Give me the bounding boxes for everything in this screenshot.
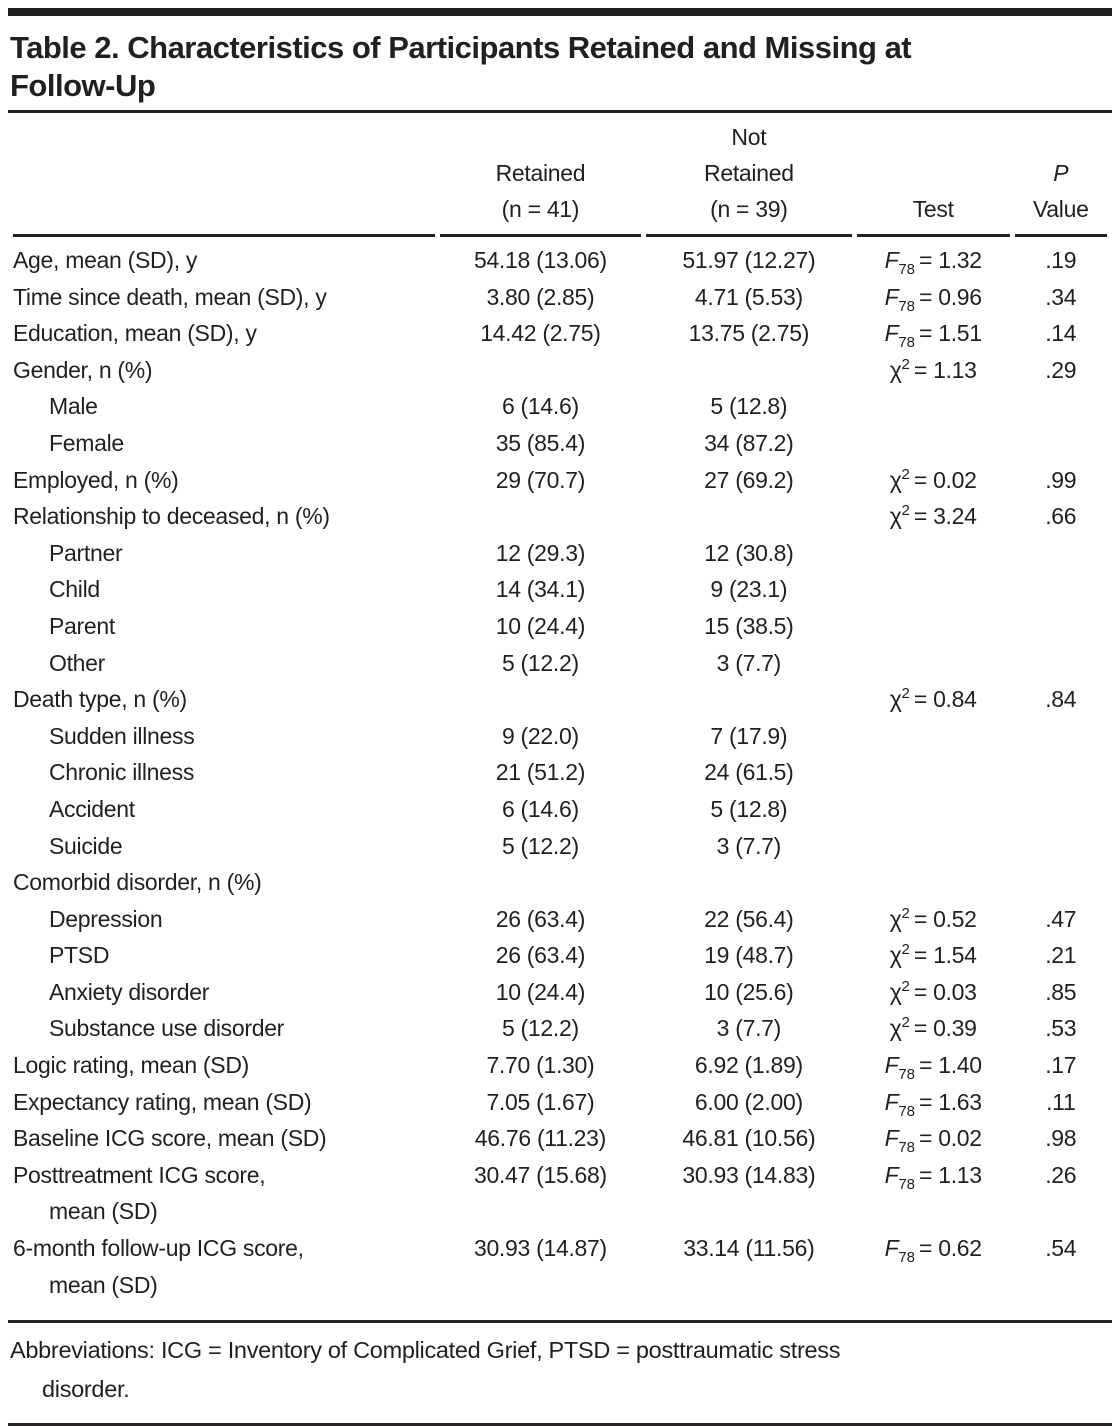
cell-p-value: .34 xyxy=(1045,283,1077,310)
cell-retained: 26 (63.4) xyxy=(495,942,586,969)
table-row xyxy=(13,315,1107,352)
stat-value: = 1.13 xyxy=(919,1161,982,1188)
cell-retained: 35 (85.4) xyxy=(495,429,586,456)
cell-test xyxy=(857,901,1010,938)
cell-p-value: .47 xyxy=(1045,905,1077,932)
stat-symbol: χ xyxy=(889,466,902,493)
stat-symbol: χ xyxy=(889,1015,902,1042)
stat-value: = 1.54 xyxy=(913,942,977,969)
cell-not-retained: 5 (12.8) xyxy=(710,795,788,822)
table-row xyxy=(13,974,1107,1011)
cell-not-retained: 24 (61.5) xyxy=(704,759,794,786)
table-row xyxy=(13,901,1107,938)
table-row xyxy=(13,237,1107,279)
stat-superscript: 2 xyxy=(901,502,910,520)
stat-superscript: 2 xyxy=(901,941,910,959)
cell-p-value xyxy=(1015,791,1107,828)
stat-symbol: χ xyxy=(889,942,902,969)
stat-symbol: χ xyxy=(889,686,902,713)
stat-subscript: 78 xyxy=(898,297,915,315)
cell-not-retained xyxy=(646,864,852,901)
cell-not-retained: 4.71 (5.53) xyxy=(694,283,803,310)
stat-subscript: 78 xyxy=(898,1139,915,1157)
row-label: Female xyxy=(49,429,124,456)
table-row xyxy=(13,937,1107,974)
table-title-line-1: Table 2. Characteristics of Participants Retained and Missing at xyxy=(10,30,912,65)
cell-p-value: .26 xyxy=(1045,1161,1077,1188)
table-row xyxy=(13,608,1107,645)
cell-test xyxy=(857,462,1010,499)
row-label: Expectancy rating, mean (SD) xyxy=(13,1088,312,1115)
stat-subscript: 78 xyxy=(898,1175,915,1193)
cell-retained: 7.05 (1.67) xyxy=(486,1088,595,1115)
stat-value: = 1.40 xyxy=(919,1052,982,1079)
abbreviations-footnote xyxy=(8,1323,1112,1419)
cell-p-value: .17 xyxy=(1045,1052,1077,1079)
cell-p-value: .21 xyxy=(1045,942,1077,969)
cell-test xyxy=(857,937,1010,974)
header-retained-line-1: Retained xyxy=(495,160,586,186)
row-label: Age, mean (SD), y xyxy=(13,247,198,273)
table-header xyxy=(13,113,1107,237)
stat-superscript: 2 xyxy=(901,904,910,922)
cell-test xyxy=(857,498,1010,535)
table-row xyxy=(13,535,1107,572)
cell-p-value xyxy=(1015,645,1107,682)
row-label: PTSD xyxy=(49,942,110,969)
cell-not-retained: 46.81 (10.56) xyxy=(682,1125,816,1152)
stat-subscript: 78 xyxy=(898,261,915,278)
table-row xyxy=(13,1010,1107,1047)
header-not-retained-line-3: (n = 39) xyxy=(710,196,788,222)
table-row xyxy=(13,791,1107,828)
stat-symbol: χ xyxy=(889,356,902,383)
header-test-column: Test xyxy=(857,113,1010,237)
cell-test xyxy=(857,608,1010,645)
cell-not-retained: 6.00 (2.00) xyxy=(694,1088,803,1115)
cell-test xyxy=(857,388,1010,425)
stat-symbol: χ xyxy=(889,905,902,932)
stat-superscript: 2 xyxy=(901,465,910,483)
cell-retained: 5 (12.2) xyxy=(501,1015,579,1042)
cell-test xyxy=(857,352,1010,389)
cell-test xyxy=(857,535,1010,572)
stat-superscript: 2 xyxy=(901,977,910,995)
stat-value: = 0.02 xyxy=(919,1125,982,1152)
table-body xyxy=(13,237,1107,1303)
table-row xyxy=(13,352,1107,389)
cell-test xyxy=(857,425,1010,462)
cell-p-value: .98 xyxy=(1045,1125,1077,1152)
row-label: Male xyxy=(49,393,98,420)
cell-p-value xyxy=(1015,425,1107,462)
stat-symbol: χ xyxy=(889,978,902,1005)
cell-retained: 7.70 (1.30) xyxy=(486,1052,595,1079)
row-label: Anxiety disorder xyxy=(49,978,210,1005)
row-label: Parent xyxy=(49,612,115,639)
table-row xyxy=(13,718,1107,755)
stat-symbol: F xyxy=(884,1125,899,1152)
cell-not-retained: 22 (56.4) xyxy=(704,905,794,932)
table-row xyxy=(13,425,1107,462)
cell-test xyxy=(857,645,1010,682)
row-label: 6-month follow-up ICG score, mean (SD) xyxy=(13,1230,435,1303)
row-label: Chronic illness xyxy=(49,759,195,786)
cell-not-retained: 51.97 (12.27) xyxy=(682,247,816,273)
participants-table xyxy=(8,113,1112,1303)
cell-test xyxy=(857,571,1010,608)
cell-test xyxy=(857,315,1010,352)
cell-retained: 9 (22.0) xyxy=(501,722,579,749)
stat-value: = 1.51 xyxy=(919,320,982,347)
stat-value: = 0.62 xyxy=(919,1235,982,1262)
row-label: Relationship to deceased, n (%) xyxy=(13,503,330,530)
cell-p-value: .53 xyxy=(1045,1015,1077,1042)
footnote-line-1: Abbreviations: ICG = Inventory of Complicated Grief, PTSD = posttraumatic stress xyxy=(10,1337,841,1364)
stat-value: = 0.02 xyxy=(913,466,977,493)
cell-p-value: .29 xyxy=(1045,356,1077,383)
table-row xyxy=(13,1047,1107,1084)
table-row xyxy=(13,571,1107,608)
row-label: Substance use disorder xyxy=(49,1015,285,1042)
row-label: Partner xyxy=(49,539,123,566)
table-row xyxy=(13,864,1107,901)
table-row xyxy=(13,645,1107,682)
cell-not-retained xyxy=(646,352,852,389)
stat-symbol: F xyxy=(884,1052,899,1079)
cell-p-value: .85 xyxy=(1045,978,1077,1005)
cell-p-value: .99 xyxy=(1045,466,1077,493)
cell-p-value xyxy=(1015,388,1107,425)
cell-retained: 14 (34.1) xyxy=(495,576,586,603)
cell-retained xyxy=(440,864,641,901)
stat-superscript: 2 xyxy=(901,355,910,373)
cell-test xyxy=(857,1157,1010,1230)
header-not-retained-column xyxy=(646,113,852,237)
footnote-line-2: disorder. xyxy=(42,1376,130,1403)
cell-not-retained: 19 (48.7) xyxy=(704,942,794,969)
stat-symbol: F xyxy=(884,320,899,347)
row-label: Baseline ICG score, mean (SD) xyxy=(13,1125,327,1152)
row-label: Employed, n (%) xyxy=(13,466,179,493)
stat-value: = 1.63 xyxy=(919,1088,982,1115)
table-row xyxy=(13,681,1107,718)
cell-not-retained: 27 (69.2) xyxy=(704,466,794,493)
stat-superscript: 2 xyxy=(901,1014,910,1032)
stat-value: = 0.52 xyxy=(913,905,977,932)
table-row xyxy=(13,828,1107,865)
cell-test xyxy=(857,718,1010,755)
cell-test xyxy=(857,237,1010,279)
cell-test xyxy=(857,754,1010,791)
cell-p-value: .14 xyxy=(1045,320,1077,347)
cell-p-value: .54 xyxy=(1045,1235,1077,1262)
cell-test xyxy=(857,864,1010,901)
cell-retained: 14.42 (2.75) xyxy=(480,320,601,347)
stat-symbol: F xyxy=(884,247,899,273)
table-row xyxy=(13,462,1107,499)
cell-not-retained: 13.75 (2.75) xyxy=(688,320,810,347)
stat-symbol: χ xyxy=(889,503,902,530)
cell-retained: 21 (51.2) xyxy=(495,759,586,786)
cell-not-retained: 30.93 (14.83) xyxy=(682,1161,816,1188)
cell-retained xyxy=(440,681,641,718)
table-row xyxy=(13,1084,1107,1121)
stat-symbol: F xyxy=(884,1088,899,1115)
header-retained-line-2: (n = 41) xyxy=(501,196,580,222)
cell-not-retained: 3 (7.7) xyxy=(716,1015,782,1042)
table-row xyxy=(13,388,1107,425)
cell-not-retained: 5 (12.8) xyxy=(710,393,788,420)
cell-retained: 30.93 (14.87) xyxy=(473,1235,607,1262)
row-label: Gender, n (%) xyxy=(13,356,153,383)
cell-retained: 46.76 (11.23) xyxy=(474,1125,607,1152)
cell-retained: 30.47 (15.68) xyxy=(473,1161,607,1188)
cell-not-retained: 3 (7.7) xyxy=(716,832,782,859)
cell-p-value: .11 xyxy=(1046,1088,1076,1115)
header-not-retained-line-1: Not xyxy=(731,124,767,150)
header-not-retained-line-2: Retained xyxy=(704,160,794,186)
row-label: Suicide xyxy=(49,832,123,859)
stat-subscript: 78 xyxy=(898,1102,915,1120)
cell-retained: 54.18 (13.06) xyxy=(473,247,607,273)
cell-retained: 26 (63.4) xyxy=(495,905,586,932)
cell-test xyxy=(857,1047,1010,1084)
table-row xyxy=(13,754,1107,791)
table-row xyxy=(13,498,1107,535)
table-title-line-2: Follow-Up xyxy=(10,68,156,103)
cell-not-retained: 7 (17.9) xyxy=(710,722,788,749)
stat-value: = 1.32 xyxy=(919,247,982,273)
header-p-value-column xyxy=(1015,113,1107,237)
table-row xyxy=(13,1230,1107,1303)
cell-retained: 29 (70.7) xyxy=(495,466,586,493)
stat-symbol: F xyxy=(884,1235,899,1262)
cell-retained: 5 (12.2) xyxy=(501,649,579,676)
stat-subscript: 78 xyxy=(898,1249,915,1267)
row-label: Sudden illness xyxy=(49,722,195,749)
cell-p-value xyxy=(1015,754,1107,791)
row-label: Depression xyxy=(49,905,163,932)
top-rule xyxy=(8,8,1112,16)
cell-test xyxy=(857,828,1010,865)
row-label: Accident xyxy=(49,795,135,822)
cell-p-value: .66 xyxy=(1045,503,1077,530)
cell-test xyxy=(857,974,1010,1011)
cell-retained: 10 (24.4) xyxy=(495,612,586,639)
cell-test xyxy=(857,279,1010,316)
stat-value: = 0.39 xyxy=(913,1015,977,1042)
cell-test xyxy=(857,681,1010,718)
header-label-column xyxy=(13,113,435,237)
table-row xyxy=(13,279,1107,316)
row-label: Death type, n (%) xyxy=(13,686,187,713)
row-label-continuation: mean (SD) xyxy=(49,1271,158,1298)
table-row xyxy=(13,1120,1107,1157)
cell-not-retained xyxy=(646,498,852,535)
stat-symbol: F xyxy=(884,1161,899,1188)
cell-not-retained: 10 (25.6) xyxy=(704,978,794,1005)
table-title xyxy=(8,16,1050,110)
stat-subscript: 78 xyxy=(898,334,915,352)
cell-not-retained xyxy=(646,681,852,718)
cell-not-retained: 33.14 (11.56) xyxy=(683,1235,815,1262)
cell-p-value xyxy=(1015,864,1107,901)
cell-test xyxy=(857,1084,1010,1121)
cell-not-retained: 9 (23.1) xyxy=(710,576,788,603)
cell-retained: 10 (24.4) xyxy=(495,978,586,1005)
stat-superscript: 2 xyxy=(901,685,910,703)
cell-retained: 6 (14.6) xyxy=(501,795,579,822)
cell-p-value xyxy=(1015,828,1107,865)
cell-retained: 3.80 (2.85) xyxy=(486,283,595,310)
header-row xyxy=(13,113,1107,237)
stat-subscript: 78 xyxy=(898,1066,915,1084)
stat-value: = 3.24 xyxy=(913,503,977,530)
header-p-line: P xyxy=(1053,160,1069,186)
cell-p-value: .19 xyxy=(1045,247,1077,273)
cell-retained xyxy=(440,352,641,389)
header-value-line: Value xyxy=(1032,196,1089,222)
cell-retained: 12 (29.3) xyxy=(495,539,586,566)
stat-value: = 0.03 xyxy=(913,978,977,1005)
stat-value: = 0.84 xyxy=(913,686,977,713)
cell-retained: 5 (12.2) xyxy=(501,832,579,859)
cell-test xyxy=(857,1120,1010,1157)
cell-p-value: .84 xyxy=(1045,686,1077,713)
cell-p-value xyxy=(1015,535,1107,572)
cell-not-retained: 12 (30.8) xyxy=(704,539,794,566)
cell-p-value xyxy=(1015,571,1107,608)
stat-value: = 1.13 xyxy=(913,356,977,383)
cell-not-retained: 34 (87.2) xyxy=(704,429,794,456)
cell-not-retained: 3 (7.7) xyxy=(716,649,782,676)
cell-not-retained: 15 (38.5) xyxy=(704,612,794,639)
stat-value: = 0.96 xyxy=(919,283,982,310)
cell-p-value xyxy=(1015,608,1107,645)
cell-retained: 6 (14.6) xyxy=(501,393,579,420)
cell-test xyxy=(857,1010,1010,1047)
row-label: Education, mean (SD), y xyxy=(13,320,257,347)
cell-test xyxy=(857,791,1010,828)
cell-p-value xyxy=(1015,718,1107,755)
table-row xyxy=(13,1157,1107,1230)
row-label: Child xyxy=(49,576,100,603)
row-label: Time since death, mean (SD), y xyxy=(13,283,327,310)
cell-retained xyxy=(440,498,641,535)
row-label: Posttreatment ICG score, mean (SD) xyxy=(13,1157,435,1230)
row-label: Other xyxy=(49,649,106,676)
row-label-continuation: mean (SD) xyxy=(49,1198,158,1225)
cell-not-retained: 6.92 (1.89) xyxy=(694,1052,803,1079)
stat-symbol: F xyxy=(884,283,899,310)
cell-test xyxy=(857,1230,1010,1303)
header-retained-column xyxy=(440,113,641,237)
row-label: Comorbid disorder, n (%) xyxy=(13,869,262,896)
row-label: Logic rating, mean (SD) xyxy=(13,1052,249,1079)
